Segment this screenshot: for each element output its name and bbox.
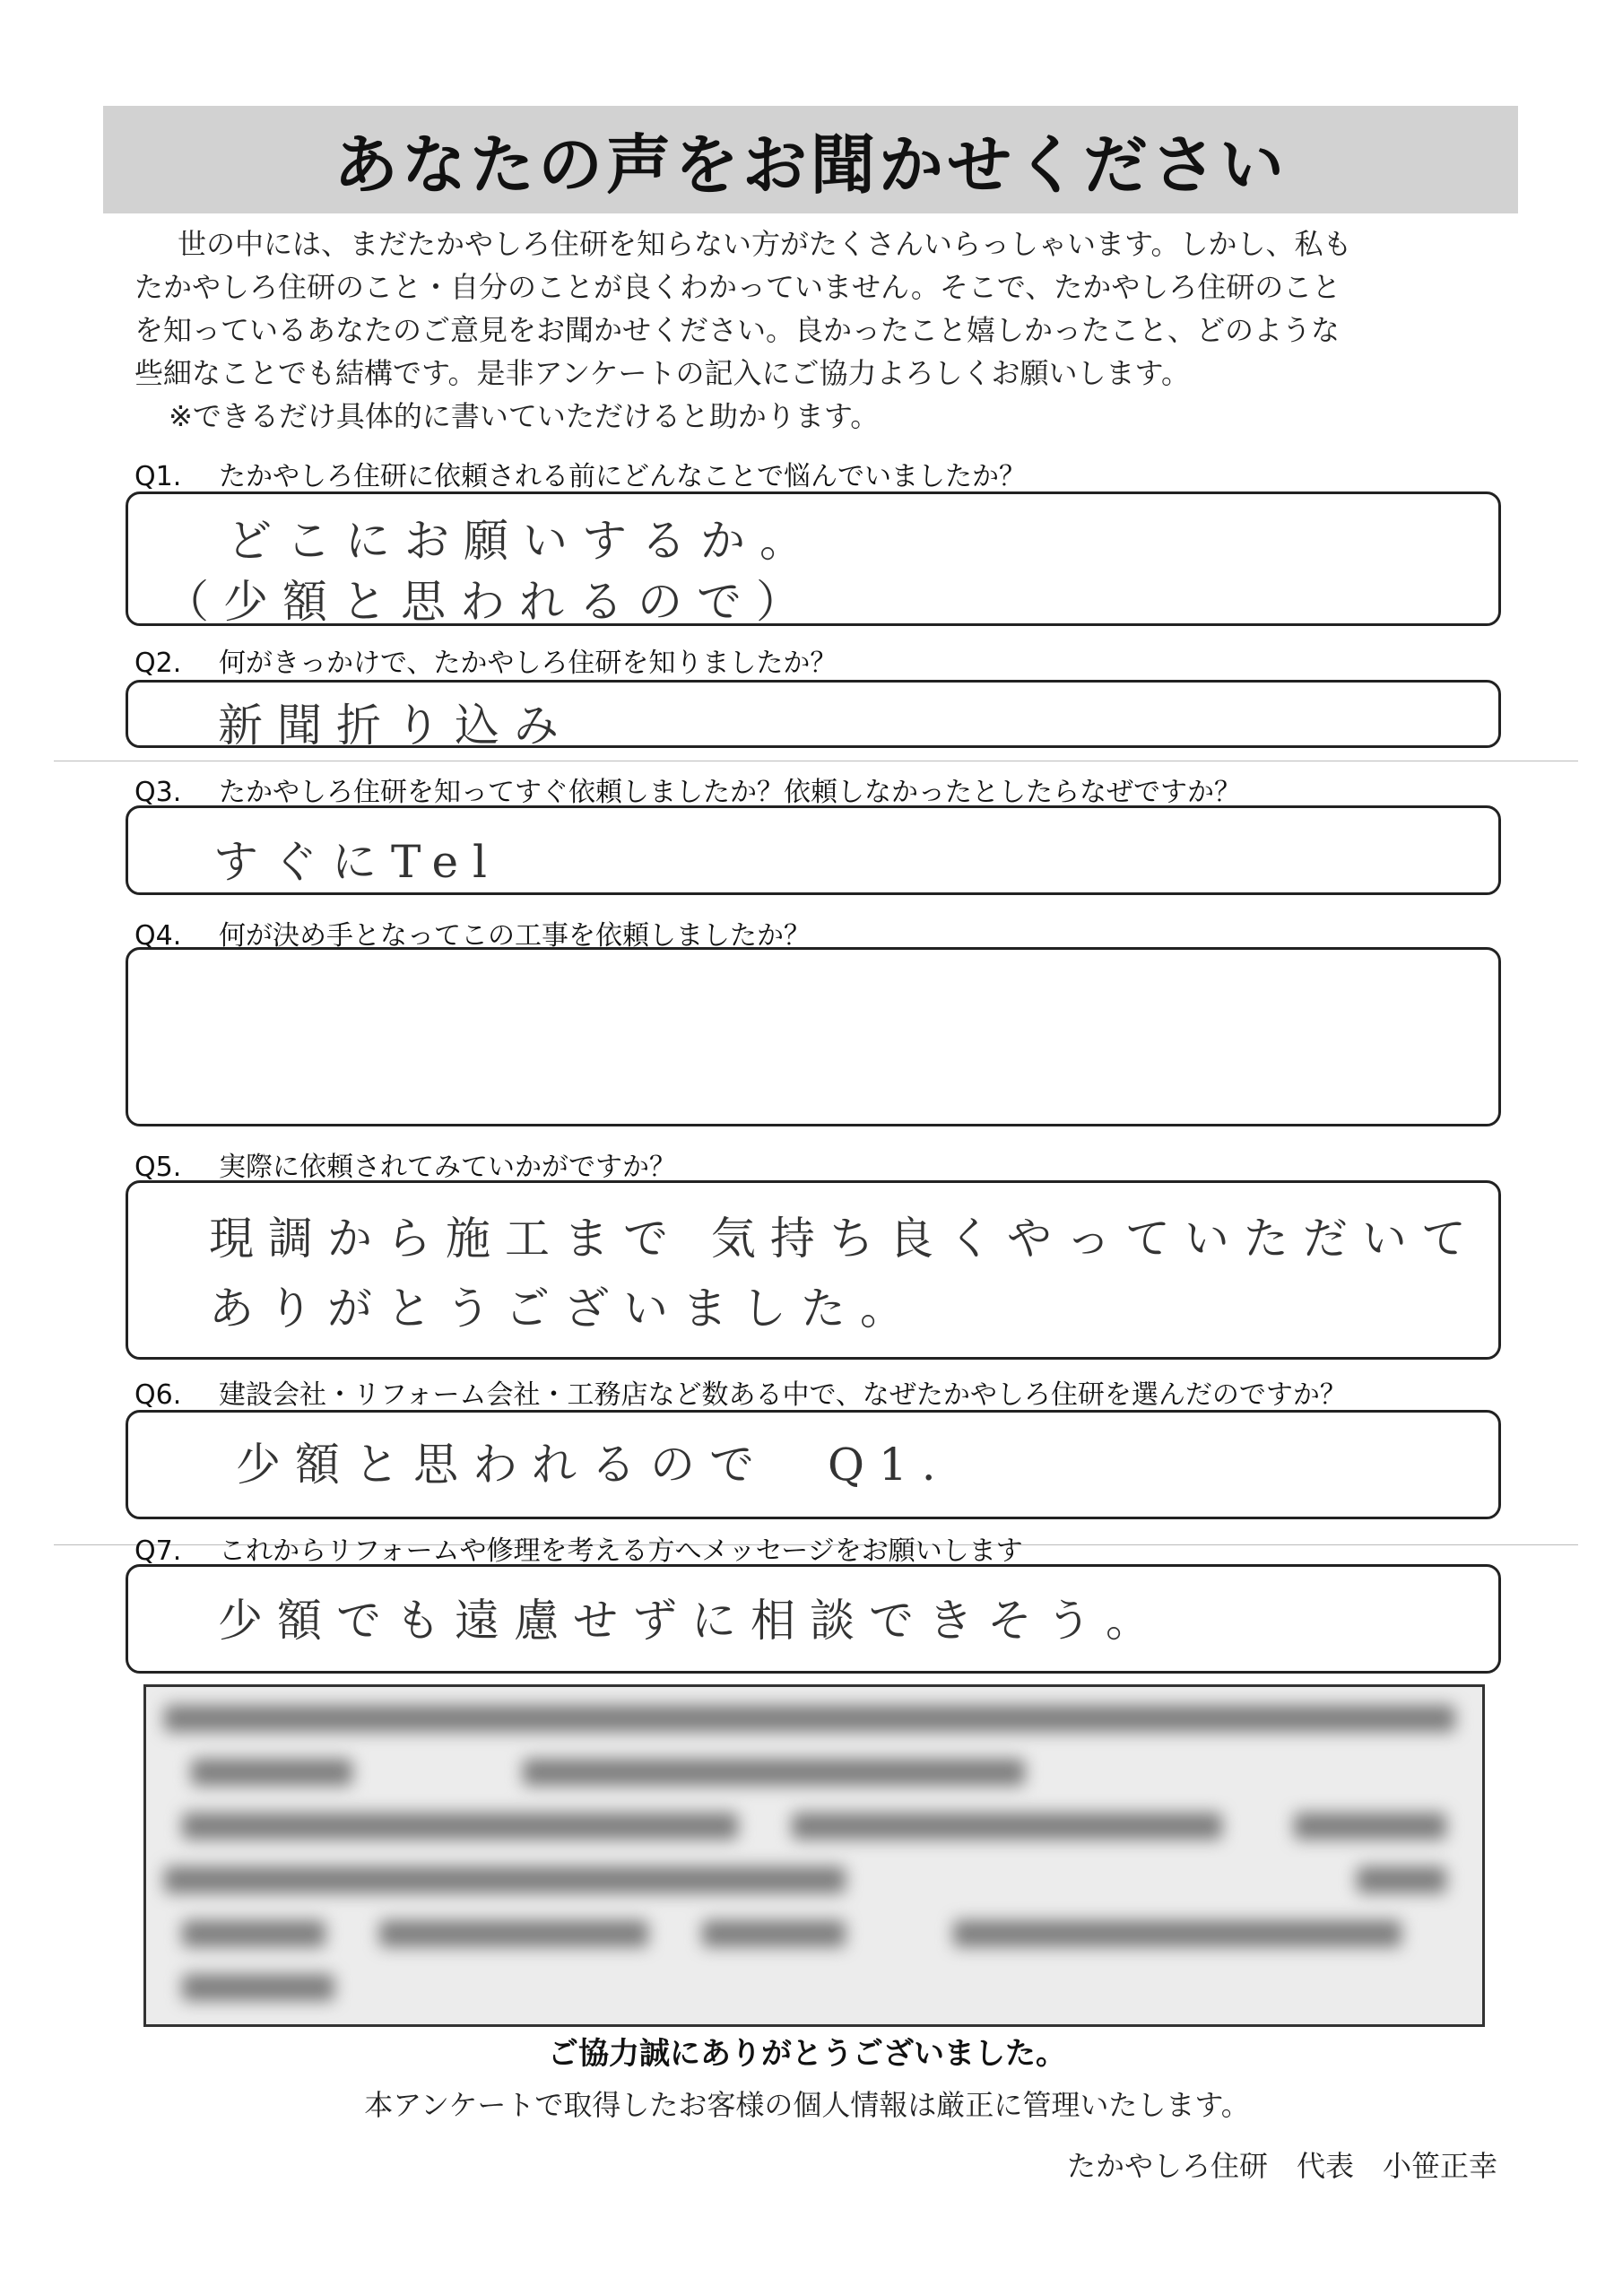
answer-q5-line1: 現調から施工まで 気持ち良くやっていただいて bbox=[209, 1213, 1480, 1265]
answer-box-q4[interactable] bbox=[126, 947, 1501, 1126]
question-4-label: Q4. 何が決め手となってこの工事を依頼しましたか？ bbox=[134, 920, 811, 952]
answer-q1-line2: （少額と思われるので） bbox=[164, 576, 815, 628]
question-3-label: Q3. たかやしろ住研を知ってすぐ依頼しましたか？依頼しなかったとしたらなぜですか？ bbox=[134, 777, 1241, 808]
intro-line: 些細なことでも結構です。是非アンケートの記入にご協力よろしくお願いします。 bbox=[134, 356, 1190, 390]
privacy-note: 本アンケートで取得したお客様の個人情報は厳正に管理いたします。 bbox=[364, 2088, 1250, 2122]
answer-box-q7[interactable] bbox=[126, 1564, 1501, 1674]
intro-line: たかやしろ住研のこと・自分のことが良くわかっていません。そこで、たかやしろ住研のこと bbox=[134, 270, 1341, 304]
answer-box-q6[interactable] bbox=[126, 1410, 1501, 1519]
question-6-label: Q6. 建設会社・リフォーム会社・工務店など数ある中で、なぜたかやしろ住研を選んだのですか？ bbox=[134, 1379, 1347, 1411]
blurred-personal-info bbox=[143, 1684, 1485, 2027]
question-7-label: Q7. これからリフォームや修理を考える方へメッセージをお願いします bbox=[134, 1535, 1023, 1567]
answer-q2-line1: 新聞折り込み bbox=[218, 700, 573, 752]
answer-q3-line1: すぐにTel bbox=[213, 836, 502, 888]
answer-q5-line2: ありがとうございました。 bbox=[209, 1283, 919, 1335]
question-1-label: Q1. たかやしろ住研に依頼される前にどんなことで悩んでいましたか？ bbox=[134, 461, 1026, 492]
answer-q6-line1: 少額と思われるので Q1. bbox=[236, 1439, 950, 1491]
intro-line: 世の中には、まだたかやしろ住研を知らない方がたくさんいらっしゃいます。しかし、私も bbox=[178, 227, 1352, 261]
answer-box-q2[interactable] bbox=[126, 680, 1501, 752]
intro-text bbox=[134, 222, 1533, 438]
intro-line: を知っているあなたのご意見をお聞かせください。良かったこと嬉しかったこと、どのような bbox=[134, 313, 1341, 347]
answer-box-q5[interactable] bbox=[126, 1180, 1501, 1360]
page-title: あなたの声をお聞かせください bbox=[333, 127, 1288, 203]
answer-box-q1[interactable] bbox=[126, 491, 1501, 626]
title-banner bbox=[103, 106, 1518, 213]
thanks-message: ご協力誠にありがとうございました。 bbox=[548, 2036, 1066, 2072]
question-2-label: Q2. 何がきっかけで、たかやしろ住研を知りましたか？ bbox=[134, 648, 837, 679]
question-5-label: Q5. 実際に依頼されてみていかがですか？ bbox=[134, 1152, 676, 1183]
answer-q1-line1: どこにお願いするか。 bbox=[227, 515, 819, 567]
signature: たかやしろ住研 代表 小笹正幸 bbox=[1066, 2149, 1497, 2183]
intro-note: ※できるだけ具体的に書いていただけると助かります。 bbox=[169, 399, 880, 433]
answer-box-q3[interactable] bbox=[126, 805, 1501, 895]
answer-q7-line1: 少額でも遠慮せずに相談できそう。 bbox=[218, 1595, 1165, 1647]
